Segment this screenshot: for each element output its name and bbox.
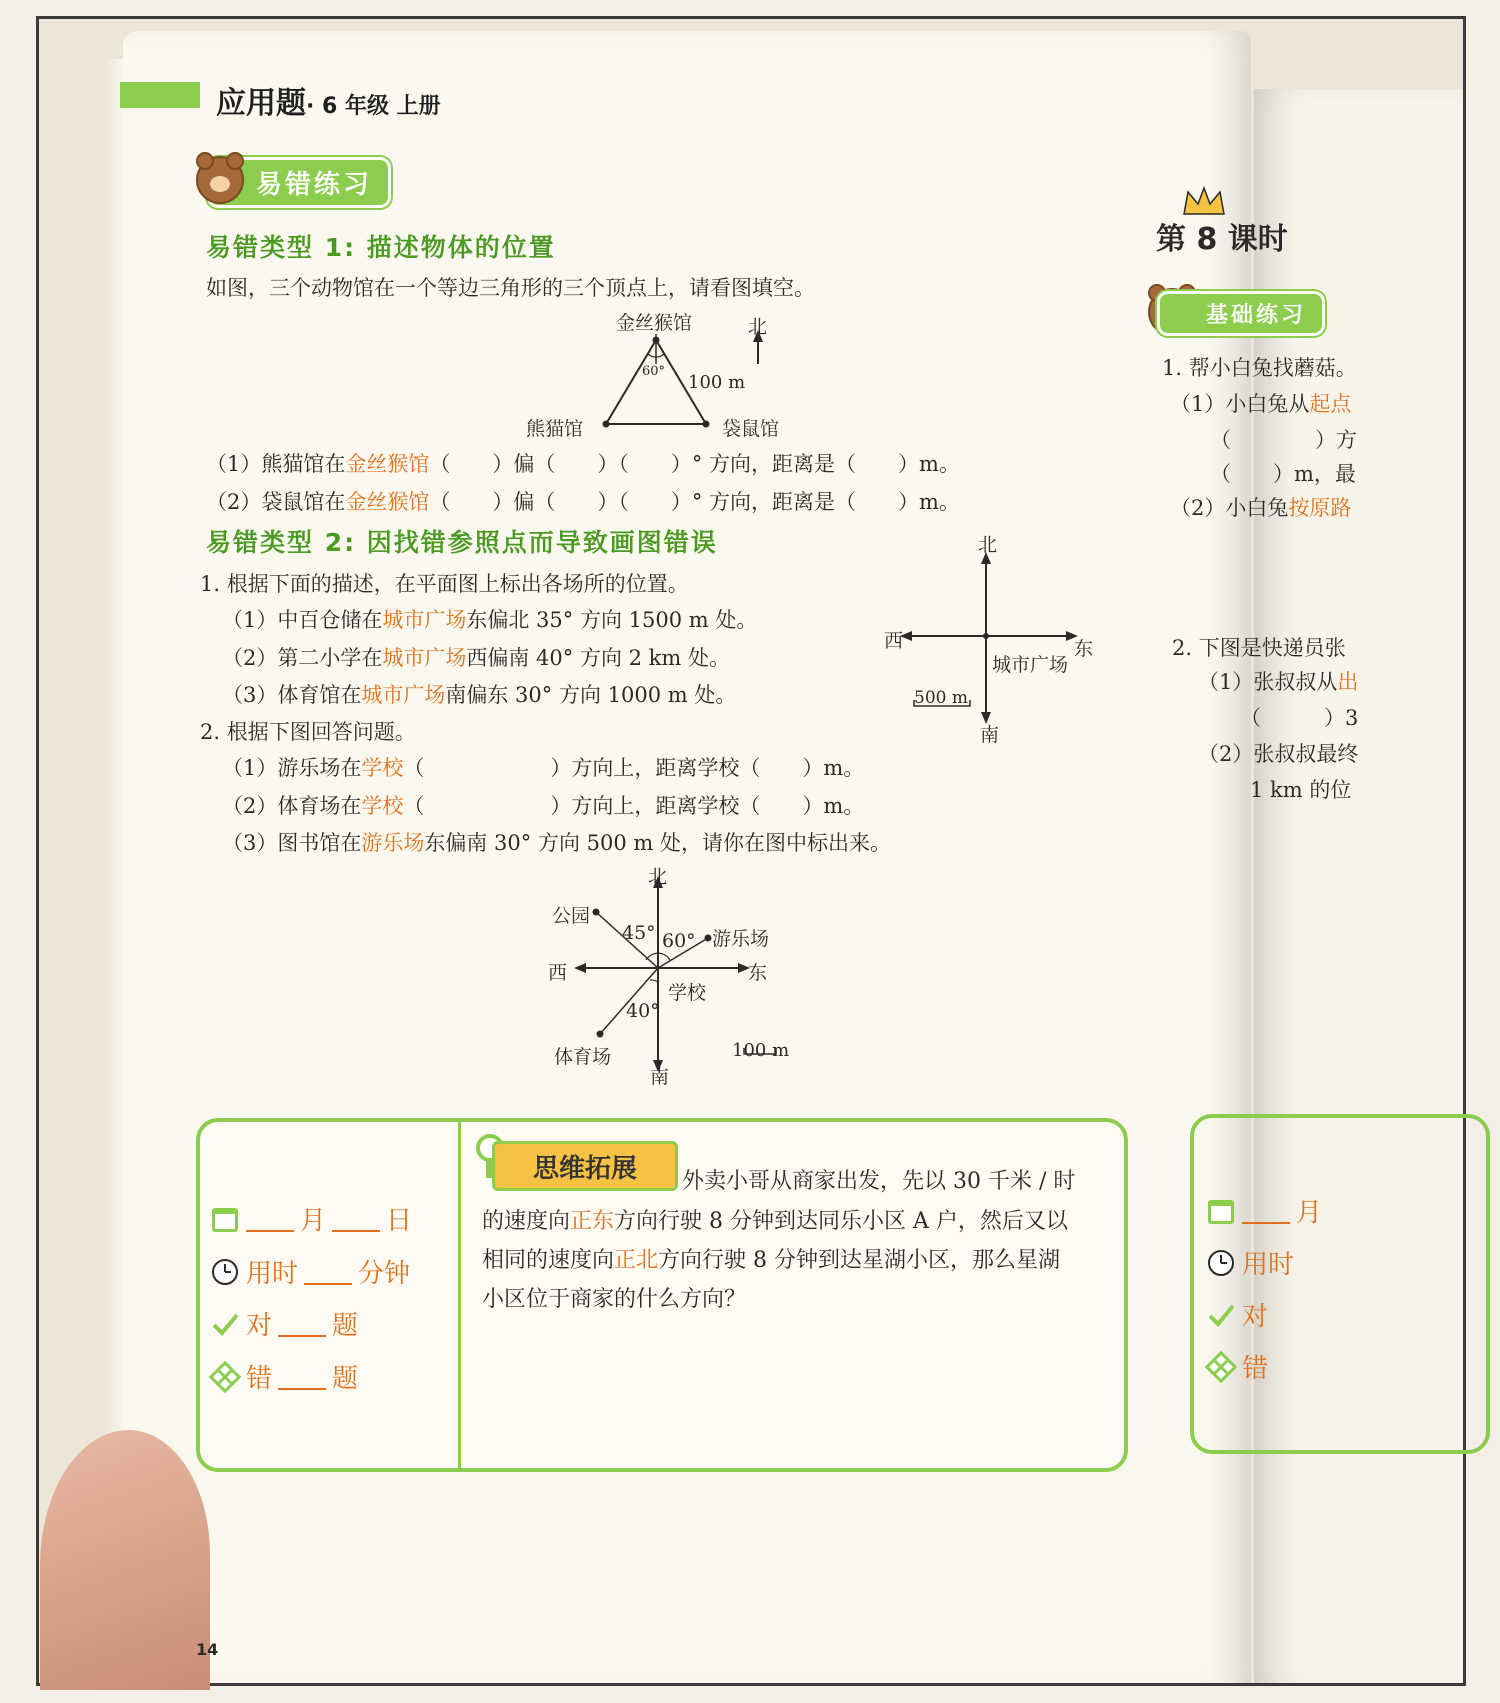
map-playground: 游乐场 [712, 928, 770, 950]
section-badge-label: 易错练习 [210, 160, 388, 205]
map-west: 西 [548, 962, 568, 984]
map-angle-60: 60° [662, 930, 696, 952]
think-line-4: 小区位于商家的什么方向？ [482, 1287, 747, 1312]
label-panda-hall: 熊猫馆 [526, 418, 584, 440]
map-park: 公园 [552, 905, 591, 927]
right-section-badge: 基础练习 [1160, 294, 1322, 333]
type1-intro: 如图，三个动物馆在一个等边三角形的三个顶点上，请看图填空。 [206, 276, 815, 300]
page-number: 14 [196, 1640, 219, 1659]
think-line-3: 相同的速度向正北方向行驶 8 分钟到达星湖小区，那么星湖 [482, 1248, 1061, 1273]
type1-question-2: （2）袋鼠馆在金丝猴馆（ ）偏（ ）（ ）° 方向，距离是（ ）m。 [206, 490, 960, 514]
label-north: 北 [748, 316, 768, 338]
label-side-length: 100 m [688, 372, 746, 393]
error-type-2-title: 易错类型 2: 因找错参照点而导致画图错误 [206, 528, 718, 557]
record-date: 月 日 [210, 1200, 412, 1237]
think-line-1: 外卖小哥从商家出发，先以 30 千米 / 时 [682, 1169, 1076, 1194]
type2-problem-2c: （3）图书馆在游乐场东偏南 30° 方向 500 m 处，请你在图中标出来。 [222, 831, 891, 855]
check-icon [210, 1309, 240, 1339]
type2-problem-2b: （2）体育场在学校（ ）方向上，距离学校（ ）m。 [222, 794, 865, 818]
type2-problem-1: 1. 根据下面的描述，在平面图上标出各场所的位置。 [200, 572, 689, 596]
label-golden-monkey-hall: 金丝猴馆 [616, 312, 693, 334]
label-angle: 60° [642, 364, 666, 379]
type2-problem-2a: （1）游乐场在学校（ ）方向上，距离学校（ ）m。 [222, 756, 865, 780]
right-record-correct: 对 [1206, 1296, 1268, 1333]
error-type-1-title: 易错类型 1: 描述物体的位置 [206, 233, 556, 262]
compass-center: 城市广场 [992, 654, 1069, 676]
right-check-icon [1206, 1300, 1236, 1330]
type2-problem-1c: （3）体育馆在城市广场南偏东 30° 方向 1000 m 处。 [222, 683, 737, 707]
header-green-bar [120, 82, 200, 108]
compass-scale: 500 m [914, 688, 968, 708]
page-header [216, 78, 441, 122]
right-line-4: （ ）m，最 [1210, 462, 1356, 486]
type2-problem-1a: （1）中百仓储在城市广场东偏北 35° 方向 1500 m 处。 [222, 608, 758, 632]
map-school: 学校 [668, 982, 707, 1004]
right-bottom-panel [1190, 1114, 1490, 1454]
right-record-date: 月 [1206, 1192, 1322, 1229]
map-south: 南 [650, 1066, 670, 1088]
right-calendar-icon [1206, 1196, 1236, 1226]
city-square-compass [900, 548, 1100, 738]
compass-north: 北 [978, 534, 998, 556]
header-title: 应用题 [216, 86, 306, 121]
right-cross-icon [1206, 1352, 1236, 1382]
record-wrong: 错 题 [210, 1358, 358, 1395]
right-line-2: （1）小白兔从起点 [1170, 392, 1352, 416]
calendar-icon [210, 1204, 240, 1234]
right-line-7: （1）张叔叔从出 [1198, 670, 1359, 694]
crown-icon [1182, 186, 1226, 216]
thumb [40, 1430, 210, 1690]
right-record-wrong: 错 [1206, 1348, 1268, 1385]
header-subtitle: · 6 年级 上册 [306, 94, 441, 119]
record-correct: 对 题 [210, 1305, 358, 1342]
clock-icon [210, 1257, 240, 1287]
compass-west: 西 [884, 630, 904, 652]
right-line-6: 2. 下图是快递员张 [1172, 636, 1346, 660]
map-scale: 100 m [732, 1040, 790, 1061]
type2-problem-2: 2. 根据下图回答问题。 [200, 720, 416, 744]
right-line-1: 1. 帮小白兔找蘑菇。 [1162, 356, 1357, 380]
cross-icon [210, 1362, 240, 1392]
map-angle-45: 45° [622, 922, 656, 944]
compass-east: 东 [1074, 638, 1094, 660]
right-line-8: （ ）3 [1240, 706, 1359, 730]
right-line-3: （ ）方 [1210, 428, 1357, 452]
right-lesson-title: 第 8 课时 [1156, 222, 1288, 257]
right-line-5: （2）小白兔按原路 [1170, 496, 1352, 520]
right-line-10: 1 km 的位 [1250, 778, 1352, 802]
record-time: 用时 分钟 [210, 1253, 410, 1290]
right-line-9: （2）张叔叔最终 [1198, 742, 1359, 766]
bottom-divider [458, 1122, 461, 1468]
think-line-2: 的速度向正东方向行驶 8 分钟到达同乐小区 A 户，然后又以 [482, 1209, 1068, 1234]
type1-question-1: （1）熊猫馆在金丝猴馆（ ）偏（ ）（ ）° 方向，距离是（ ）m。 [206, 452, 960, 476]
label-kangaroo-hall: 袋鼠馆 [722, 418, 780, 440]
bear-mascot-icon [196, 156, 244, 204]
map-angle-40: 40° [626, 1000, 660, 1022]
map-east: 东 [748, 962, 768, 984]
right-clock-icon [1206, 1248, 1236, 1278]
map-stadium: 体育场 [554, 1046, 612, 1068]
compass-south: 南 [980, 724, 1000, 746]
think-extension-tag: 思维拓展 [492, 1141, 678, 1191]
type2-problem-1b: （2）第二小学在城市广场西偏南 40° 方向 2 km 处。 [222, 646, 730, 670]
map-north: 北 [648, 866, 668, 888]
right-record-time: 用时 [1206, 1244, 1294, 1281]
